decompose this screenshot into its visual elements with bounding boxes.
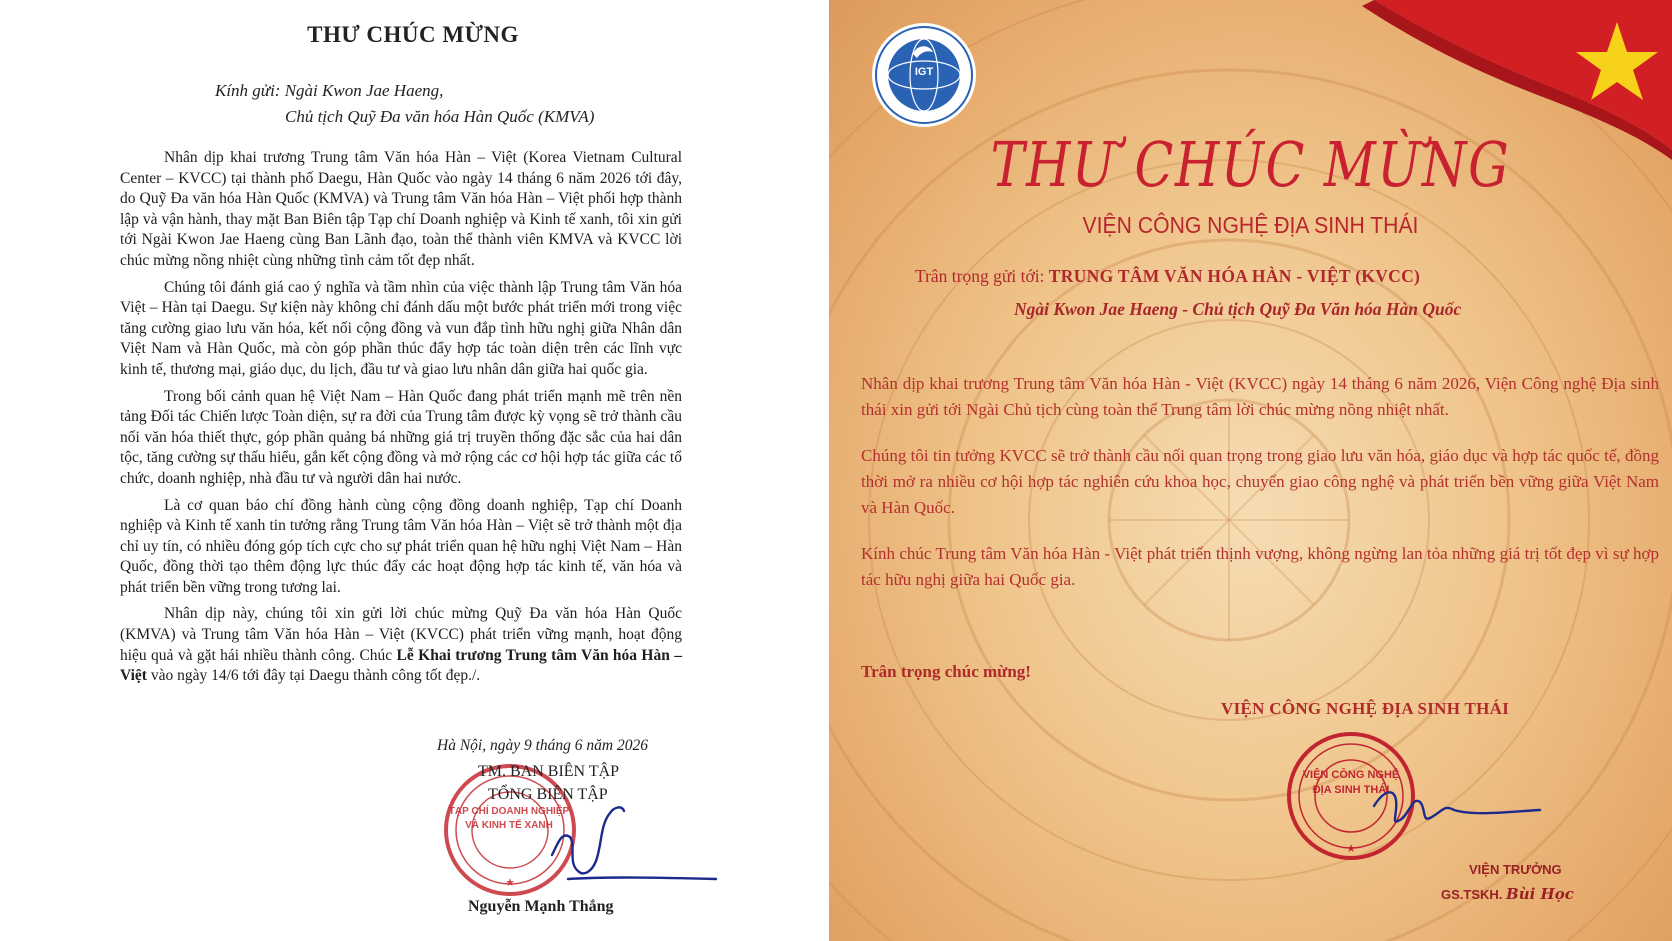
left-paragraph-5 [120, 604, 682, 686]
svg-text:★: ★ [505, 877, 515, 889]
left-paragraph-5-bold: Lễ Khai trương Trung tâm Văn hóa Hàn – Việt [120, 646, 682, 685]
right-letter-title: THƯ CHÚC MỪNG [990, 128, 1511, 201]
left-signature [540, 785, 720, 895]
left-letter-title: THƯ CHÚC MỪNG [307, 22, 519, 47]
right-letter-body [861, 371, 1659, 613]
right-letter-subtitle: VIỆN CÔNG NGHỆ ĐỊA SINH THÁI [1082, 212, 1419, 238]
right-seal-text: VIỆN CÔNG NGHỆ ĐỊA SINH THÁI [1302, 769, 1400, 796]
left-paragraph-2: Chúng tôi đánh giá cao ý nghĩa và tầm nhìn của việc thành lập Trung tâm Văn hóa Việt – Hàn tại Daegu. Sự kiện này không chỉ đánh dấu một bước phát triển mới trong việc tăng cường giao lưu văn hóa, kết nối cộng đồng và vun đắp tình hữu nghị giữa Nhân dân Việt Nam và Hàn Quốc, mà còn góp phần thúc đẩy hợp tác toàn diện trên các lĩnh vực kinh tế, thương mại, giáo dục, du lịch, đầu tư và giao lưu nhân dân giữa hai quốc gia. [120, 278, 682, 378]
left-paragraph-1: Nhân dịp khai trương Trung tâm Văn hóa Hàn – Việt (Korea Vietnam Cultural Center – KVCC) tại thành phố Daegu, Hàn Quốc vào ngày 14 tháng 6 năm 2026 tới đây, do Quỹ Đa văn hóa Hàn Quốc (KMVA) và Trung tâm Văn hóa Hàn – Việt phối hợp thành lập và vận hành, thay mặt Ban Biên tập Tạp chí Doanh nghiệp và Kinh tế xanh, tôi xin gửi tới Ngài Kwon Jae Haeng cùng Ban Lãnh đạo, toàn thể thành viên KMVA và KVCC lời chúc mừng nồng nhiệt cùng những tình cảm tốt đẹp nhất. [120, 149, 682, 269]
left-paragraph-5-end: vào ngày 14/6 tới đây tại Daegu thành công tốt đẹp./. [146, 667, 481, 685]
left-salutation-line1: Kính gửi: Ngài Kwon Jae Haeng, [215, 81, 444, 100]
left-salutation-line2: Chủ tịch Quỹ Đa văn hóa Hàn Quốc (KMVA) [285, 107, 595, 127]
left-paragraph-5-start: Nhân dịp này, chúng tôi xin gửi lời chúc mừng Quỹ Đa văn hóa Hàn Quốc (KMVA) và Trung tâm Văn hóa Hàn – Việt (KVCC) phát triển vững mạnh, hoạt động hiệu quả và gặt hái nhiều thành công. Chúc [120, 605, 682, 664]
right-letter [829, 0, 1672, 941]
left-letter [0, 0, 826, 941]
igt-logo-text: IGT [914, 66, 934, 78]
right-recipient-org [915, 266, 1420, 287]
right-recipient-org-name: TRUNG TÂM VĂN HÓA HÀN - VIỆT (KVCC) [1048, 266, 1421, 286]
right-recipient-prefix: Trân trọng gửi tới: [915, 266, 1049, 286]
left-sign-title: TỔNG BIÊN TẬP [488, 786, 608, 803]
right-sign-role: VIỆN TRƯỞNG [1469, 862, 1562, 877]
right-sign-person: Bùi Học [1506, 885, 1574, 903]
right-recipient-person: Ngài Kwon Jae Haeng - Chủ tịch Quỹ Đa Văn hóa Hàn Quốc [1014, 299, 1462, 319]
left-paragraph-4: Là cơ quan báo chí đồng hành cùng cộng đồng doanh nghiệp, Tạp chí Doanh nghiệp và Kinh tế xanh tin tưởng rằng Trung tâm Văn hóa Hàn – Việt sẽ trở thành một địa chỉ uy tín, có nhiều đóng góp tích cực cho sự phát triển quan hệ hữu nghị Việt Nam – Hàn Quốc, đồng thời tạo thêm động lực thúc đẩy các hoạt động hợp tác kinh tế, văn hóa và phát triển bền vững trong tương lai. [120, 496, 682, 596]
right-sign-name [1441, 885, 1574, 903]
left-signer-name: Nguyễn Mạnh Thắng [468, 898, 614, 915]
right-org-signature: VIỆN CÔNG NGHỆ ĐỊA SINH THÁI [1221, 699, 1510, 718]
right-sign-degree: GS.TSKH. [1441, 887, 1503, 902]
right-closing: Trân trọng chúc mừng! [861, 662, 1031, 681]
svg-text:★: ★ [1346, 843, 1356, 855]
left-seal-text: TẠP CHÍ DOANH NGHIỆP VÀ KINH TẾ XANH [448, 806, 570, 831]
right-paragraph-1: Nhân dịp khai trương Trung tâm Văn hóa Hàn - Việt (KVCC) ngày 14 tháng 6 năm 2026, Viện Công nghệ Địa sinh thái xin gửi tới Ngài Chủ tịch cùng toàn thể Trung tâm lời chúc mừng nồng nhiệt nhất. [861, 374, 1659, 419]
right-paragraph-2: Chúng tôi tin tưởng KVCC sẽ trở thành cầu nối quan trọng trong giao lưu văn hóa, giáo dục và hợp tác quốc tế, đồng thời mở ra nhiều cơ hội hợp tác nghiên cứu khoa học, chuyển giao công nghệ và phát triển bền vững giữa Việt Nam và Hàn Quốc. [861, 446, 1659, 517]
left-paragraph-3: Trong bối cảnh quan hệ Việt Nam – Hàn Quốc đang phát triển mạnh mẽ trên nền tảng Đối tác Chiến lược Toàn diện, sự ra đời của Trung tâm được kỳ vọng sẽ trở thành cầu nối văn hóa thiết thực, góp phần quảng bá những giá trị truyền thống đặc sắc của hai dân tộc, tăng cường sự thấu hiểu, gắn kết cộng đồng và mở rộng các cơ hội hợp tác giữa các tổ chức, doanh nghiệp, nhà đầu tư và người dân hai nước. [120, 387, 682, 487]
left-salutation [215, 78, 594, 131]
right-paragraph-3: Kính chúc Trung tâm Văn hóa Hàn - Việt phát triển thịnh vượng, không ngừng lan tỏa những giá trị tốt đẹp vì sự hợp tác hữu nghị giữa hai Quốc gia. [861, 544, 1659, 589]
left-sign-org: TM. BAN BIÊN TẬP [478, 763, 620, 780]
left-letter-body [120, 148, 682, 693]
left-date-place: Hà Nội, ngày 9 tháng 6 năm 2026 [437, 737, 648, 754]
right-signature [1364, 770, 1544, 840]
